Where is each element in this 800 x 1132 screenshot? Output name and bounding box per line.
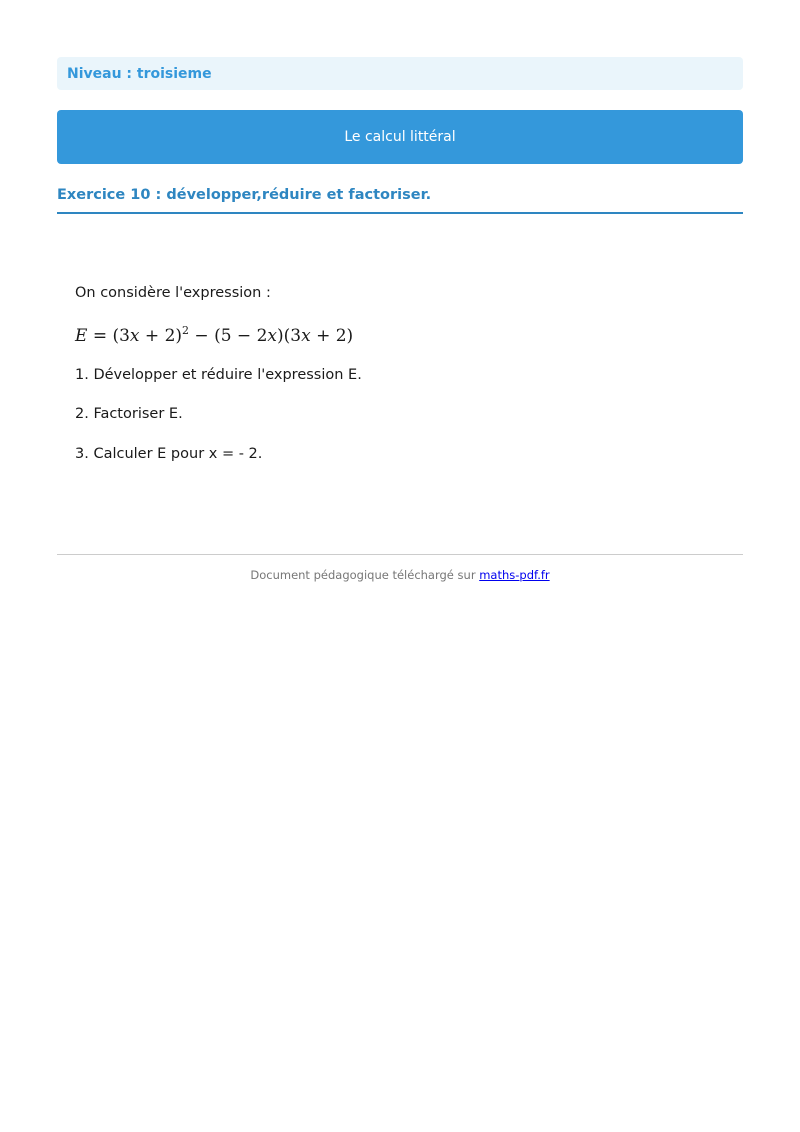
- formula-part: )(3: [276, 326, 302, 346]
- footer-link[interactable]: maths-pdf.fr: [479, 568, 550, 582]
- chapter-banner: [57, 110, 743, 164]
- formula-part: − (5 − 2: [189, 326, 268, 346]
- question-2: 2. Factoriser E.: [75, 406, 183, 422]
- exercise-intro: On considère l'expression :: [75, 285, 271, 301]
- expression-formula: [75, 323, 725, 349]
- chapter-title: Le calcul littéral: [344, 129, 456, 145]
- question-3: 3. Calculer E pour x = - 2.: [75, 446, 263, 462]
- exercise-title: Exercice 10 : développer,réduire et factoriser.: [57, 184, 743, 214]
- level-label: Niveau : troisieme: [67, 65, 212, 82]
- formula-part: + 2): [139, 326, 183, 346]
- footer: [57, 566, 743, 584]
- exercise-content: [75, 283, 725, 464]
- formula-var-e: E: [75, 326, 88, 346]
- footer-divider: [57, 554, 743, 555]
- formula-part: + 2): [310, 326, 354, 346]
- formula-exponent: 2: [182, 324, 190, 337]
- formula-var-x: x: [129, 326, 140, 346]
- formula-var-x: x: [301, 326, 311, 346]
- footer-text: Document pédagogique téléchargé sur: [250, 568, 480, 582]
- level-badge: [57, 57, 743, 90]
- question-1: 1. Développer et réduire l'expression E.: [75, 367, 362, 383]
- formula-var-x: x: [267, 326, 277, 346]
- formula-part: = (3: [87, 326, 130, 346]
